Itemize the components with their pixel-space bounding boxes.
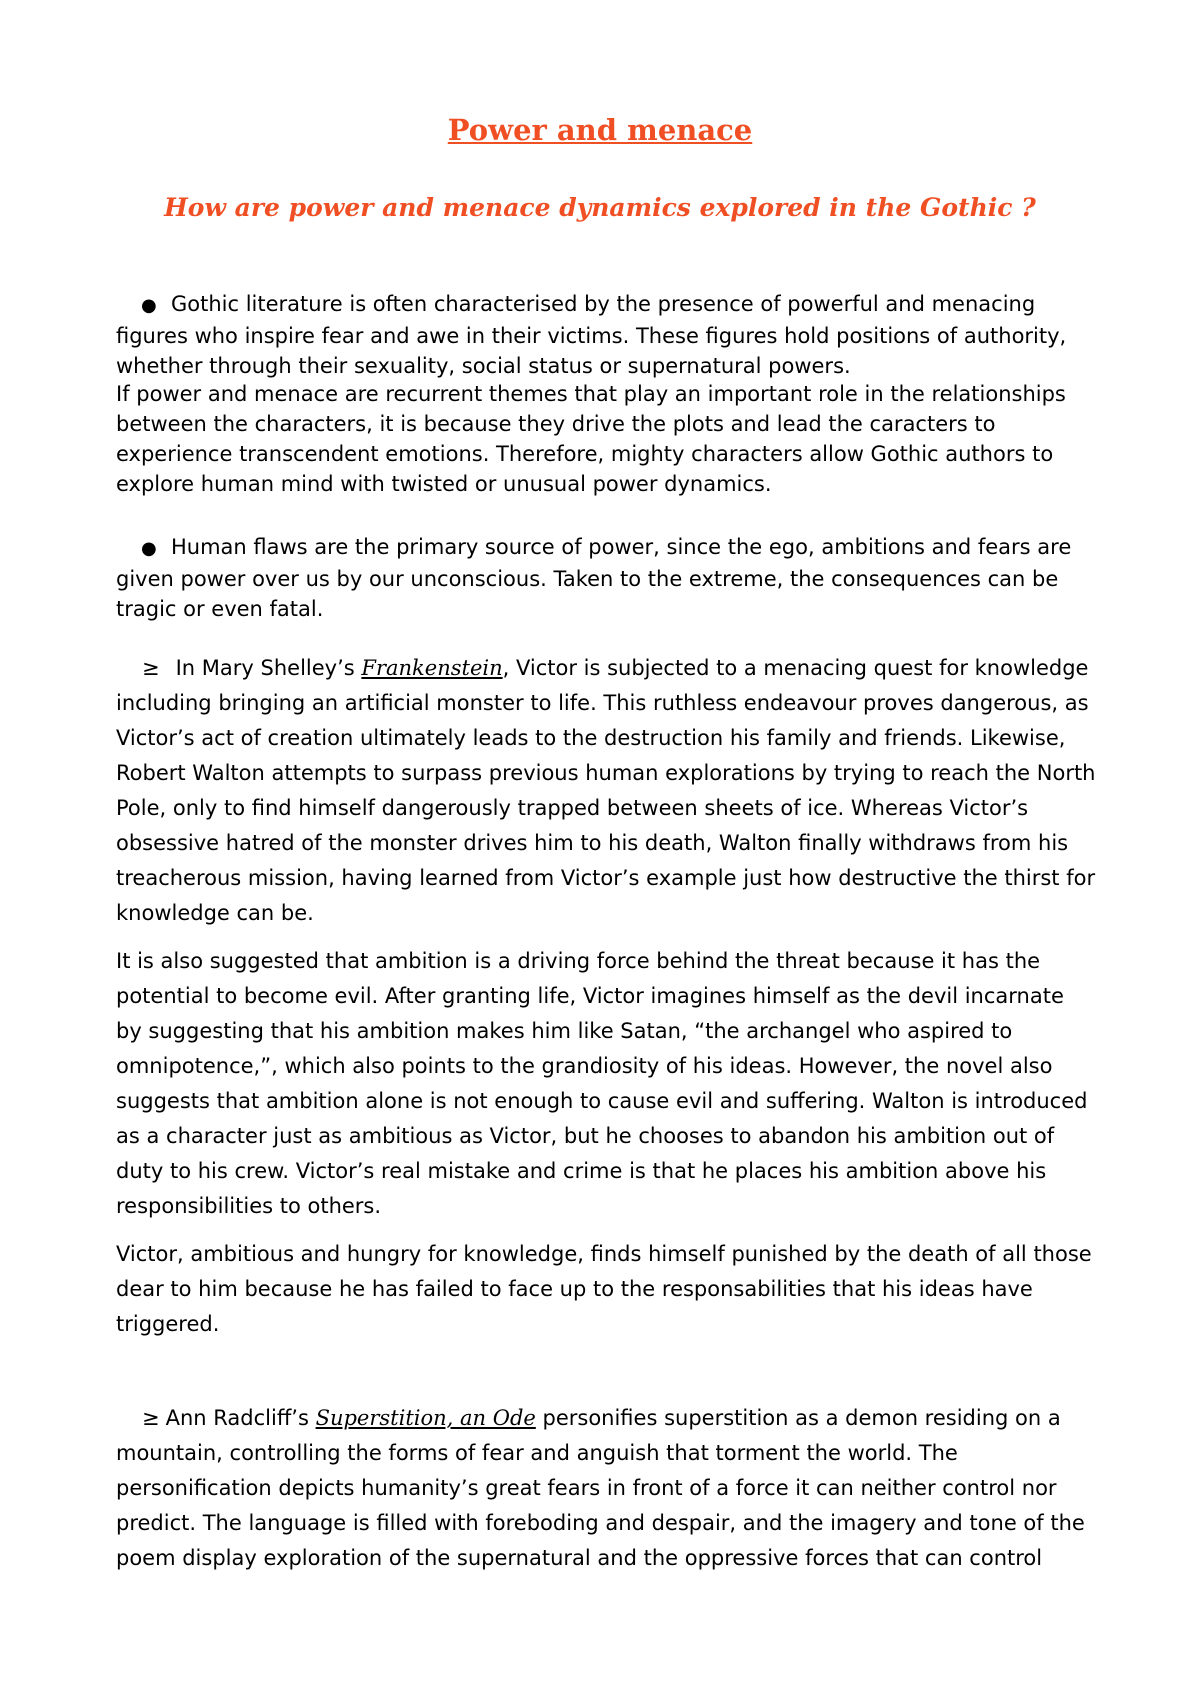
bullet-icon: ● — [141, 538, 157, 559]
frankenstein-lead: In Mary Shelley’s — [175, 656, 362, 680]
work-title-superstition: Superstition, an Ode — [315, 1406, 536, 1430]
page-title: Power and menace — [447, 113, 753, 147]
work-title-frankenstein: Frankenstein — [361, 656, 503, 680]
bullet-paragraph-human-flaws — [116, 532, 1096, 624]
paragraph-ambition: It is also suggested that ambition is a driving force behind the threat because it has the potential to become evil. After granting life, Victor imagines himself as the devil incarnate by suggesting that his ambition makes him like Satan, “the archangel who aspired to omnipotence,”, which also points to the grandiosity of his ideas. However, the novel also suggests that ambition alone is not enough to cause evil and suffering. Walton is introduced as a character just as ambitious as Victor, but he chooses to abandon his ambition out of duty to his crew. Victor’s real mistake and crime is that he places his ambition above his responsibilities to others. — [116, 949, 1088, 1218]
radcliffe-rest: personifies superstition as a demon residing on a mountain, controlling the forms of fear and anguish that torment the world. The personification depicts humanity’s great fears in front of a force it can neither control nor predict. The language is filled with foreboding and despair, and the imagery and tone of the poem display exploration of the supernatural and the oppressive forces that can control — [116, 1406, 1085, 1570]
bullet-paragraph-gothic-figures — [116, 289, 1096, 381]
frankenstein-rest: , Victor is subjected to a menacing quest for knowledge including bringing an artificial monster to life. This ruthless endeavour proves dangerous, as Victor’s act of creation ultimately leads to the destruction his family and friends. Likewise, Robert Walton attempts to surpass previous human explorations by trying to reach the North Pole, only to find himself dangerously trapped between sheets of ice. Whereas Victor’s obsessive hatred of the monster drives him to his death, Walton finally withdraws from his treacherous mission, having learned from Victor’s example just how destructive the thirst for knowledge can be. — [116, 656, 1096, 925]
bullet-icon: ● — [141, 295, 157, 316]
radcliffe-lead: Ann Radcliff’s — [165, 1406, 316, 1430]
paragraph-power-themes: If power and menace are recurrent themes that play an important role in the relationships between the characters, it is because they drive the plots and lead the caracters to experience transcendent emotions. Therefore, mighty characters allow Gothic authors to explore human mind with twisted or unusual power dynamics. — [116, 382, 1066, 496]
paragraph-victor-punished: Victor, ambitious and hungry for knowledge, finds himself punished by the death of all those dear to him because he has failed to face up to the responsabilities that his ideas have triggered. — [116, 1242, 1092, 1336]
bullet-text: Gothic literature is often characterised by the presence of powerful and menacing figures who inspire fear and awe in their victims. These figures hold positions of authority, whether through their sexuality, social status or supernatural powers. — [116, 292, 1067, 378]
greater-equal-arrow-icon: ≥ — [142, 656, 160, 680]
bullet-text: Human flaws are the primary source of power, since the ego, ambitions and fears are given power over us by our unconscious. Taken to the extreme, the consequences can be tragic or even fatal. — [116, 535, 1072, 621]
paragraph-radcliffe — [116, 1401, 1096, 1576]
page-subtitle: How are power and menace dynamics explored in the Gothic ? — [164, 193, 1036, 222]
greater-equal-arrow-icon: ≥ — [142, 1406, 160, 1430]
paragraph-frankenstein — [116, 651, 1096, 931]
